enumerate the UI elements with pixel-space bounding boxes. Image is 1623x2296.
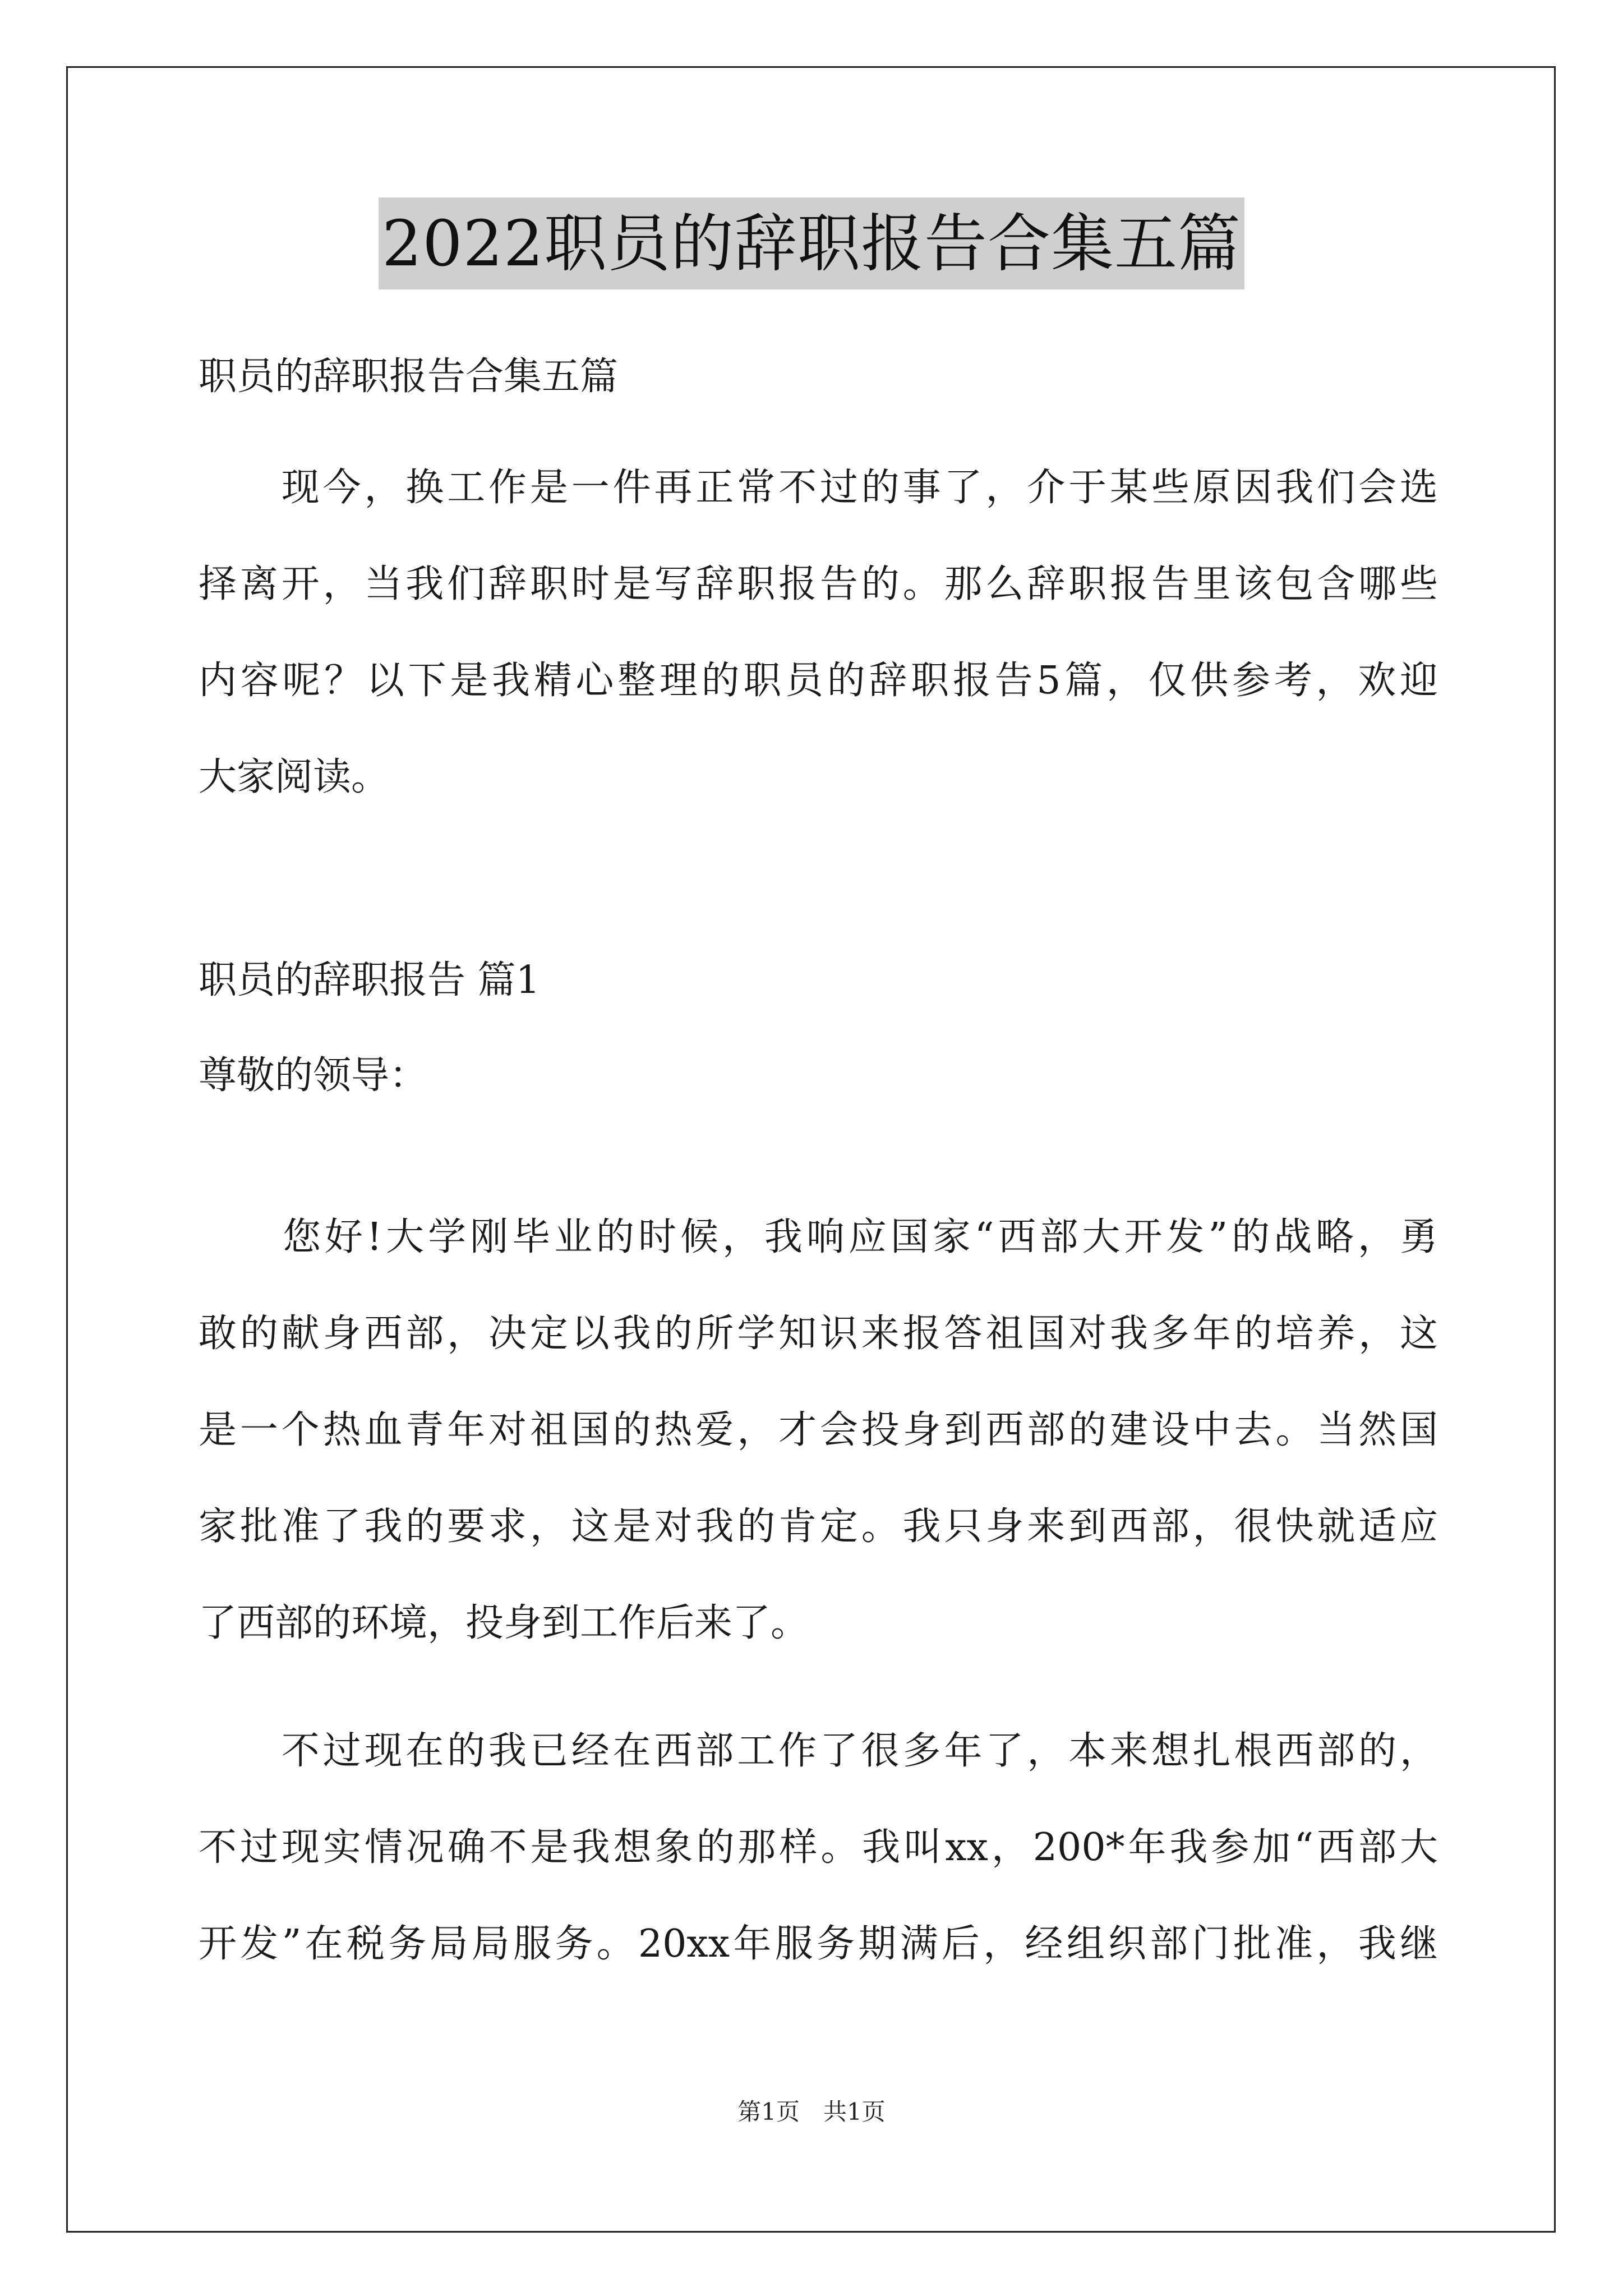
paragraph-line: 家批准了我的要求，这是对我的肯定。我只身来到西部，很快就适应 <box>199 1504 1438 1549</box>
paragraph-line: 不过现实情况确不是我想象的那样。我叫xx，200*年我参加“西部大 <box>199 1825 1438 1870</box>
page-footer: 第1页 共1页 <box>737 2098 886 2125</box>
intro-line: 大家阅读。 <box>199 755 390 799</box>
body-paragraph-2 <box>199 1703 1438 1993</box>
salutation: 尊敬的领导： <box>199 1053 428 1098</box>
intro-line: 内容呢？以下是我精心整理的职员的辞职报告5篇，仅供参考，欢迎 <box>199 659 1438 703</box>
section-heading: 职员的辞职报告 篇1 <box>199 958 540 1002</box>
title-container <box>0 197 1623 289</box>
paragraph-line: 您好!大学刚毕业的时候，我响应国家“西部大开发”的战略，勇 <box>199 1215 1438 1259</box>
paragraph-line: 开发”在税务局局服务。20xx年服务期满后，经组织部门批准，我继 <box>199 1922 1438 1966</box>
document-subtitle: 职员的辞职报告合集五篇 <box>199 355 619 399</box>
document-title: 2022职员的辞职报告合集五篇 <box>379 197 1244 289</box>
paragraph-line: 了西部的环境，投身到工作后来了。 <box>199 1601 809 1645</box>
paragraph-line: 是一个热血青年对祖国的热爱，才会投身到西部的建设中去。当然国 <box>199 1408 1438 1452</box>
paragraph-line: 不过现在的我已经在西部工作了很多年了，本来想扎根西部的， <box>199 1729 1438 1773</box>
body-paragraph-1 <box>199 1189 1438 1672</box>
intro-line: 择离开，当我们辞职时是写辞职报告的。那么辞职报告里该包含哪些 <box>199 562 1438 606</box>
intro-paragraph <box>199 440 1438 826</box>
intro-line: 现今，换工作是一件再正常不过的事了，介于某些原因我们会选 <box>199 466 1438 510</box>
paragraph-line: 敢的献身西部，决定以我的所学知识来报答祖国对我多年的培养，这 <box>199 1312 1438 1356</box>
